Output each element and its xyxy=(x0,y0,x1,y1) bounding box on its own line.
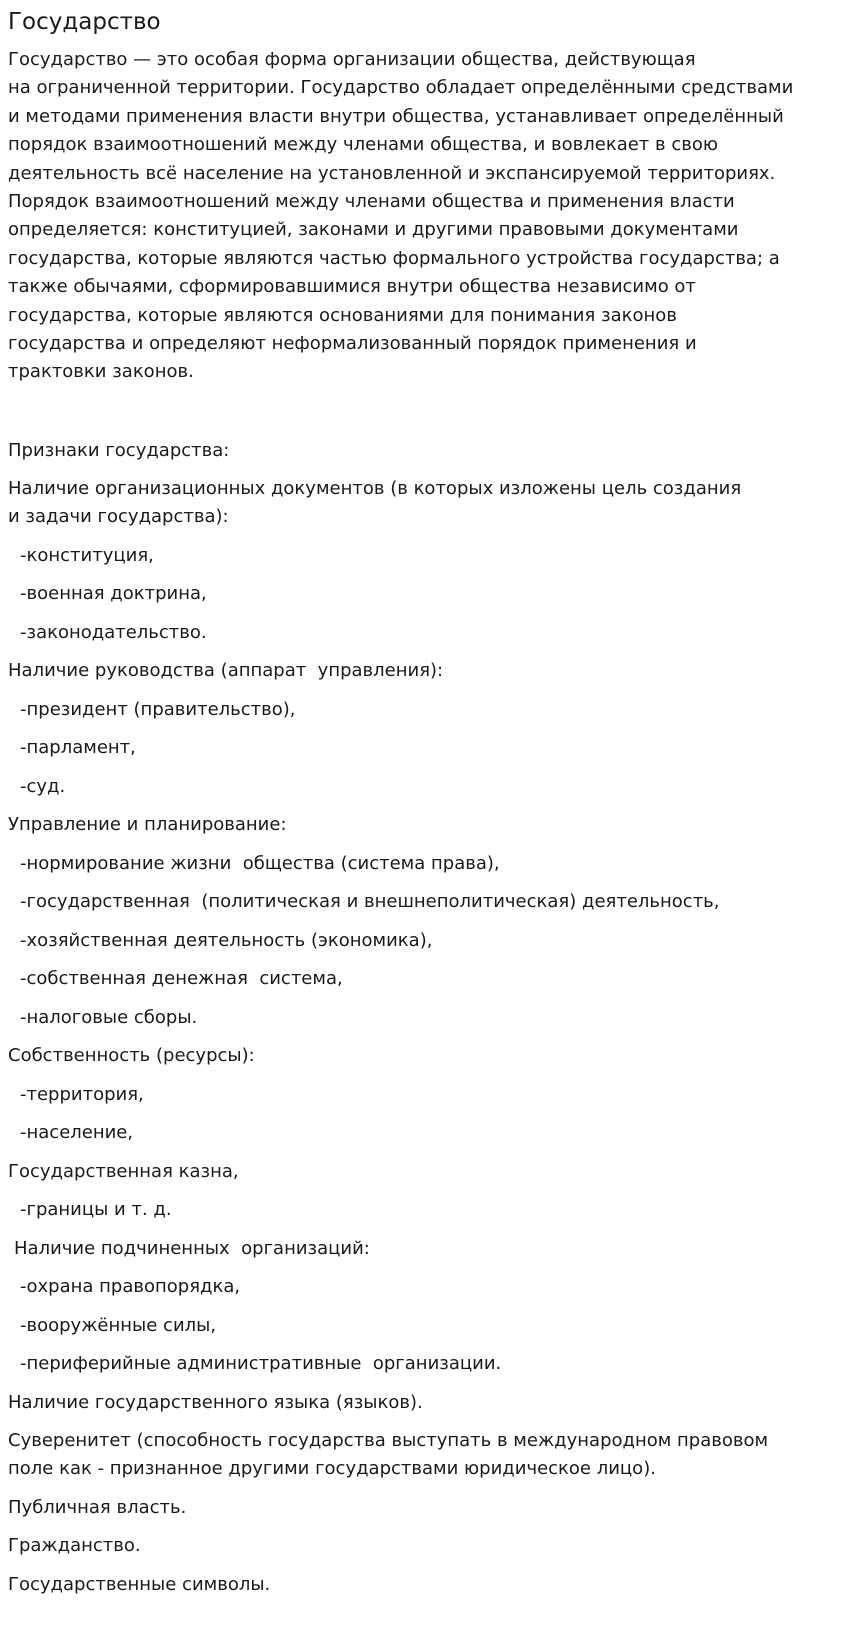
features-list xyxy=(8,475,838,1599)
list-subitem: -собственная денежная система, xyxy=(20,968,343,990)
list-subitem: -границы и т. д. xyxy=(20,1199,172,1221)
list-subitem: -хозяйственная деятельность (экономика), xyxy=(20,929,433,951)
list-subitem: -конституция, xyxy=(20,544,154,566)
section-spacer xyxy=(8,387,838,437)
list-item: Наличие руководства (аппарат управления): xyxy=(8,660,444,682)
list-subitem: -периферийные административные организации. xyxy=(20,1353,502,1375)
list-item: Наличие подчиненных организаций: xyxy=(14,1237,370,1259)
list-item: Суверенитет (способность государства выступать в международном правовом поле как - признанное другими государствами юридическое лицо). xyxy=(8,1430,769,1480)
list-subitem: -население, xyxy=(20,1122,134,1144)
list-subitem: -законодательство. xyxy=(20,621,207,643)
list-item: Государственная казна, xyxy=(8,1160,239,1182)
list-subitem: -парламент, xyxy=(20,737,136,759)
list-item: Гражданство. xyxy=(8,1535,141,1557)
list-subitem: -вооружённые силы, xyxy=(20,1314,217,1336)
features-heading: Признаки государства: xyxy=(8,439,230,461)
list-item: Собственность (ресурсы): xyxy=(8,1045,255,1067)
list-subitem: -нормирование жизни общества (система права), xyxy=(20,852,500,874)
list-subitem: -президент (правительство), xyxy=(20,698,296,720)
list-subitem: -охрана правопорядка, xyxy=(20,1276,241,1298)
list-item: Публичная власть. xyxy=(8,1496,187,1518)
list-item: Наличие организационных документов (в которых изложены цель создания и задачи государства): xyxy=(8,478,742,528)
list-subitem: -налоговые сборы. xyxy=(20,1006,198,1028)
page-title: Государство xyxy=(8,9,161,35)
list-subitem: -территория, xyxy=(20,1083,144,1105)
list-subitem: -суд. xyxy=(20,775,66,797)
intro-paragraph: Государство — это особая форма организации общества, действующая на ограниченной территории. Государство обладает определёнными средствами и методами применения власти внутри общества, устанавливает определённый порядок взаимоотношений между членами общества, и вовлекает в свою деятельность всё население на установленной и экспансируемой территориях. Порядок взаимоотношений между членами общества и применения власти определяется: конституцией, законами и другими правовыми документами государства, которые являются частью формального устройства государства; а также обычаями, сформировавшимися внутри общества независимо от государства, которые являются основаниями для понимания законов государства и определяют неформализованный порядок применения и трактовки законов. xyxy=(8,49,794,383)
list-subitem: -военная доктрина, xyxy=(20,583,207,605)
list-subitem: -государственная (политическая и внешнеполитическая) деятельность, xyxy=(20,891,720,913)
list-item: Управление и планирование: xyxy=(8,814,287,836)
article xyxy=(8,0,838,1599)
list-item: Наличие государственного языка (языков). xyxy=(8,1391,423,1413)
list-item: Государственные символы. xyxy=(8,1573,271,1595)
